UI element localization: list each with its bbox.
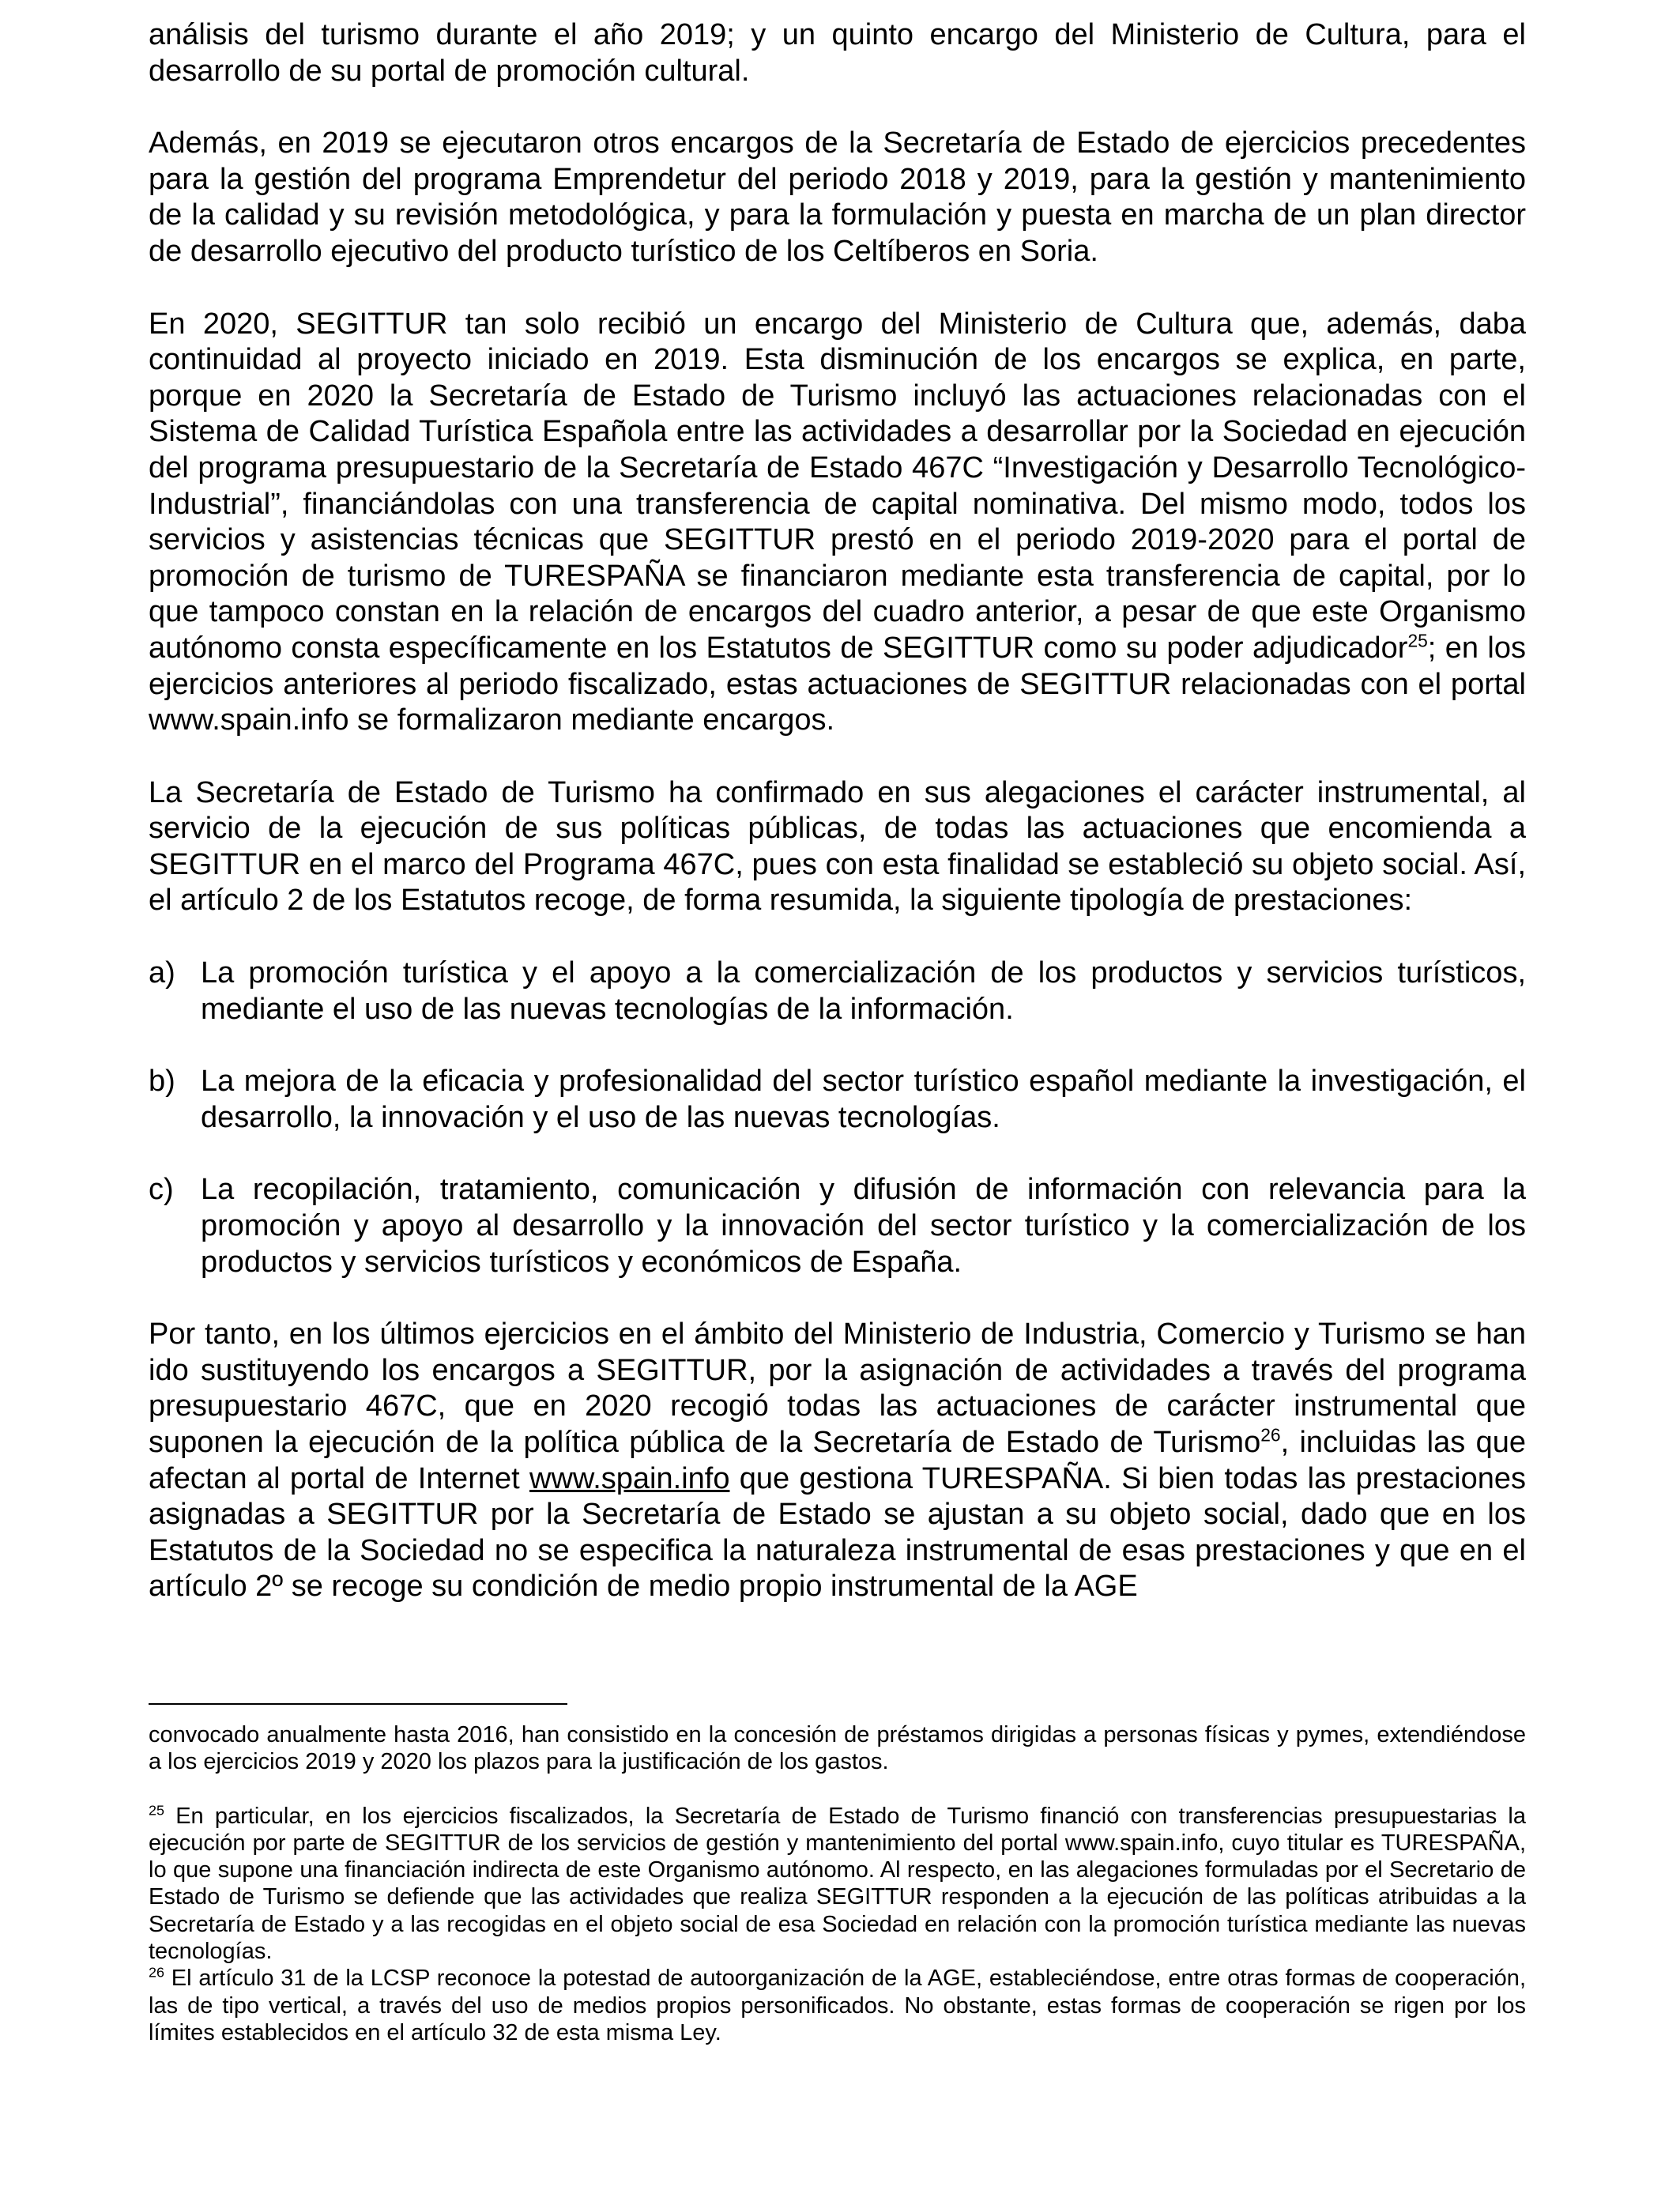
list-item-text: La promoción turística y el apoyo a la comercialización de los productos y servicios turísticos, mediante el uso de las nuevas tecnologías de la información. — [201, 956, 1526, 1026]
footnote-26 — [149, 1965, 1526, 2046]
paragraph-5 — [149, 1317, 1526, 1605]
footnote-25-text: En particular, en los ejercicios fiscalizados, la Secretaría de Estado de Turismo financió con transferencias presupuestarias la ejecución por parte de SEGITTUR de los servicios de gestión y mantenimiento del portal www.spain.info, cuyo titular es TURESPAÑA, lo que supone una financiación indirecta de este Organismo autónomo. Al respecto, en las alegaciones formuladas por el Secretario de Estado de Turismo se defiende que las actividades que realiza SEGITTUR responden a la ejecución de las políticas atribuidas a la Secretaría de Estado y a las recogidas en el objeto social de esa Sociedad en relación con la promoción turística mediante las nuevas tecnologías. — [149, 1803, 1526, 1965]
footnotes — [149, 1721, 1526, 2046]
list-item — [149, 1064, 1526, 1136]
list-marker: b) — [149, 1065, 175, 1099]
footnote-separator — [149, 1703, 567, 1705]
prestaciones-list — [149, 956, 1526, 1280]
footnote-ref-25[interactable]: 25 — [1407, 630, 1428, 651]
list-item — [149, 1172, 1526, 1280]
paragraph-3-text-end: ; en los ejercicios anteriores al periodo fiscalizado, estas actuaciones de SEGITTUR relacionadas con el portal www.spain.info se formalizaron mediante encargos. — [149, 631, 1526, 737]
footnote-26-text: El artículo 31 de la LCSP reconoce la potestad de autoorganización de la AGE, estableciéndose, entre otras formas de cooperación, las de tipo vertical, a través del uso de medios propios personificados. No obstante, estas formas de cooperación se rigen por los límites establecidos en el artículo 32 de esta misma Ley. — [149, 1966, 1526, 2045]
list-marker: c) — [149, 1173, 174, 1207]
footnote-number: 26 — [149, 1964, 164, 1981]
list-marker: a) — [149, 956, 175, 990]
paragraph-4: La Secretaría de Estado de Turismo ha confirmado en sus alegaciones el carácter instrumental, al servicio de la ejecución de sus políticas públicas, de todas las actuaciones que encomienda a SEGITTUR en el marco del Programa 467C, pues con esta finalidad se estableció su objeto social. Así, el artículo 2 de los Estatutos recoge, de forma resumida, la siguiente tipología de prestaciones: — [149, 775, 1526, 918]
paragraph-3-text: En 2020, SEGITTUR tan solo recibió un encargo del Ministerio de Cultura que, además, daba continuidad al proyecto iniciado en 2019. Esta disminución de los encargos se explica, en parte, porque en 2020 la Secretaría de Estado de Turismo incluyó las actuaciones relacionadas con el Sistema de Calidad Turística Española entre las actividades a desarrollar por la Sociedad en ejecución del programa presupuestario de la Secretaría de Estado 467C “Investigación y Desarrollo Tecnológico-Industrial”, financiándolas con una transferencia de capital nominativa. Del mismo modo, todos los servicios y asistencias técnicas que SEGITTUR prestó en el periodo 2019-2020 para el portal de promoción de turismo de TURESPAÑA se financiaron mediante esta transferencia de capital, por lo que tampoco constan en la relación de encargos del cuadro anterior, a pesar de que este Organismo autónomo consta específicamente en los Estatutos de SEGITTUR como su poder adjudicador — [149, 307, 1526, 665]
footnote-25 — [149, 1803, 1526, 1966]
footnote-number: 25 — [149, 1801, 164, 1818]
paragraph-1: análisis del turismo durante el año 2019; y un quinto encargo del Ministerio de Cultura, para el desarrollo de su portal de promoción cultural. — [149, 18, 1526, 88]
list-item — [149, 956, 1526, 1027]
list-item-text: La mejora de la eficacia y profesionalidad del sector turístico español mediante la investigación, el desarrollo, la innovación y el uso de las nuevas tecnologías. — [201, 1065, 1526, 1134]
footnote-continued: convocado anualmente hasta 2016, han consistido en la concesión de préstamos dirigidas a personas físicas y pymes, extendiéndose a los ejercicios 2019 y 2020 los plazos para la justificación de los gastos. — [149, 1722, 1526, 1775]
paragraph-5-text-end: que gestiona TURESPAÑA. Si bien todas las prestaciones asignadas a SEGITTUR por la Secretaría de Estado se ajustan a su objeto social, dado que en los Estatutos de la Sociedad no se especifica la naturaleza instrumental de esas prestaciones y que en el artículo 2º se recoge su condición de medio propio instrumental de la AGE — [149, 1461, 1527, 1604]
list-item-text: La recopilación, tratamiento, comunicación y difusión de información con relevancia para la promoción y apoyo al desarrollo y la innovación del sector turístico y la comercialización de los productos y servicios turísticos y económicos de España. — [201, 1173, 1526, 1279]
footnote-ref-26[interactable]: 26 — [1260, 1424, 1281, 1446]
paragraph-2: Además, en 2019 se ejecutaron otros encargos de la Secretaría de Estado de ejercicios precedentes para la gestión del programa Emprendetur del periodo 2018 y 2019, para la gestión y mantenimiento de la calidad y su revisión metodológica, y para la formulación y puesta en marcha de un plan director de desarrollo ejecutivo del producto turístico de los Celtíberos en Soria. — [149, 126, 1526, 268]
spain-info-link[interactable]: www.spain.info — [529, 1461, 730, 1495]
paragraph-3 — [149, 307, 1526, 739]
document-body — [149, 17, 1526, 1642]
paragraph-5-text: Por tanto, en los últimos ejercicios en el ámbito del Ministerio de Industria, Comercio y Turismo se han ido sustituyendo los encargos a SEGITTUR, por la asignación de actividades a través del programa presupuestario 467C, que en 2020 recogió todas las actuaciones de carácter instrumental que suponen la ejecución de la política pública de la Secretaría de Estado de Turismo — [149, 1318, 1526, 1459]
paragraph-5-text-middle: , incluidas las que afectan al portal de Internet — [149, 1426, 1526, 1495]
